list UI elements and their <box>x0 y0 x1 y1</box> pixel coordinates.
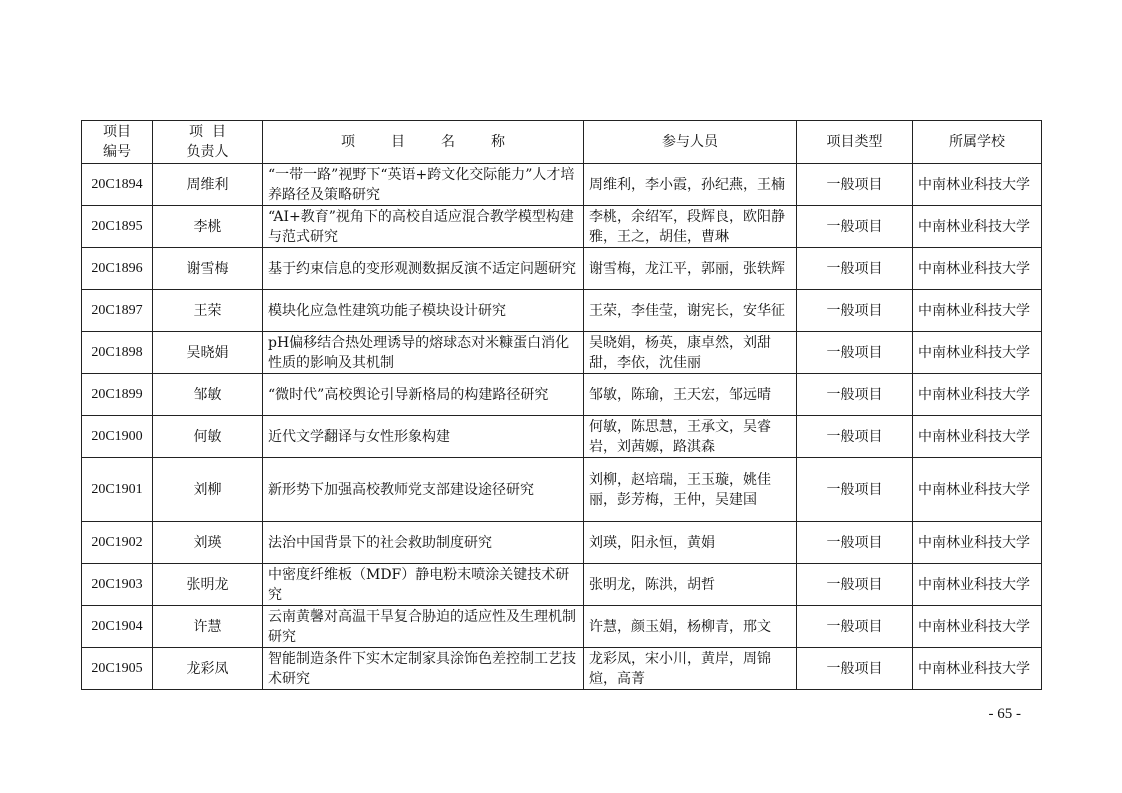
project-lead-cell: 刘瑛 <box>153 522 263 564</box>
project-type-cell: 一般项目 <box>797 648 913 690</box>
project-type-cell: 一般项目 <box>797 248 913 290</box>
school-cell: 中南林业科技大学 <box>913 522 1042 564</box>
project-id-cell: 20C1895 <box>82 206 153 248</box>
participants-cell: 邹敏，陈瑜，王天宏，邹远晴 <box>584 374 797 416</box>
project-type-cell: 一般项目 <box>797 564 913 606</box>
project-name-cell: “微时代”高校舆论引导新格局的构建路径研究 <box>263 374 584 416</box>
project-name-cell: 云南黄馨对高温干旱复合胁迫的适应性及生理机制研究 <box>263 606 584 648</box>
table-row <box>82 248 1042 290</box>
project-lead-cell: 张明龙 <box>153 564 263 606</box>
participants-cell: 王荣，李佳莹，谢宪长，安华征 <box>584 290 797 332</box>
project-type-cell: 一般项目 <box>797 374 913 416</box>
project-name-cell: 新形势下加强高校教师党支部建设途径研究 <box>263 458 584 522</box>
project-lead-cell: 许慧 <box>153 606 263 648</box>
school-cell: 中南林业科技大学 <box>913 206 1042 248</box>
table-row <box>82 458 1042 522</box>
participants-cell: 何敏，陈思慧，王承文，吴睿岩，刘茜嫄，路淇森 <box>584 416 797 458</box>
participants-cell: 龙彩凤，宋小川，黄岸，周锦煊，高菁 <box>584 648 797 690</box>
header-project-name-label: 项目名称 <box>341 134 541 150</box>
school-cell: 中南林业科技大学 <box>913 458 1042 522</box>
participants-cell: 许慧，颜玉娟，杨柳青，邢文 <box>584 606 797 648</box>
header-school: 所属学校 <box>913 121 1042 164</box>
project-name-cell: “一带一路”视野下“英语+跨文化交际能力”人才培养路径及策略研究 <box>263 164 584 206</box>
project-id-cell: 20C1902 <box>82 522 153 564</box>
table-row <box>82 606 1042 648</box>
project-type-cell: 一般项目 <box>797 458 913 522</box>
header-project-name <box>263 121 584 164</box>
project-name-cell: 基于约束信息的变形观测数据反演不适定问题研究 <box>263 248 584 290</box>
header-project-id-line1: 项目 <box>103 124 131 140</box>
project-type-cell: 一般项目 <box>797 416 913 458</box>
table-row <box>82 648 1042 690</box>
project-id-cell: 20C1901 <box>82 458 153 522</box>
project-name-cell: 模块化应急性建筑功能子模块设计研究 <box>263 290 584 332</box>
project-name-cell: 中密度纤维板（MDF）静电粉末喷涂关键技术研究 <box>263 564 584 606</box>
project-id-cell: 20C1898 <box>82 332 153 374</box>
table-row <box>82 522 1042 564</box>
project-type-cell: 一般项目 <box>797 606 913 648</box>
participants-cell: 周维利，李小霞，孙纪燕，王楠 <box>584 164 797 206</box>
school-cell: 中南林业科技大学 <box>913 290 1042 332</box>
project-name-cell: 近代文学翻译与女性形象构建 <box>263 416 584 458</box>
project-lead-cell: 谢雪梅 <box>153 248 263 290</box>
project-type-cell: 一般项目 <box>797 332 913 374</box>
participants-cell: 李桃，余绍军，段辉良，欧阳静雅，王之，胡佳，曹琳 <box>584 206 797 248</box>
table-row <box>82 290 1042 332</box>
header-project-lead-line1: 项 目 <box>189 124 226 140</box>
participants-cell: 吴晓娟，杨英，康卓然，刘甜甜，李依，沈佳丽 <box>584 332 797 374</box>
project-type-cell: 一般项目 <box>797 290 913 332</box>
project-name-cell: 智能制造条件下实木定制家具涂饰色差控制工艺技术研究 <box>263 648 584 690</box>
header-project-type: 项目类型 <box>797 121 913 164</box>
project-table <box>81 120 1042 690</box>
table-row <box>82 374 1042 416</box>
table-row <box>82 416 1042 458</box>
participants-cell: 刘瑛，阳永恒，黄娟 <box>584 522 797 564</box>
project-lead-cell: 邹敏 <box>153 374 263 416</box>
project-id-cell: 20C1905 <box>82 648 153 690</box>
project-lead-cell: 吴晓娟 <box>153 332 263 374</box>
table-row <box>82 164 1042 206</box>
project-name-cell: pH偏移结合热处理诱导的熔球态对米糠蛋白消化性质的影响及其机制 <box>263 332 584 374</box>
header-project-id-line2: 编号 <box>103 144 131 160</box>
project-id-cell: 20C1900 <box>82 416 153 458</box>
participants-cell: 刘柳，赵培瑞，王玉璇，姚佳丽，彭芳梅，王仲，吴建国 <box>584 458 797 522</box>
table-row <box>82 206 1042 248</box>
school-cell: 中南林业科技大学 <box>913 374 1042 416</box>
project-id-cell: 20C1894 <box>82 164 153 206</box>
project-lead-cell: 龙彩凤 <box>153 648 263 690</box>
project-type-cell: 一般项目 <box>797 206 913 248</box>
table-header-row <box>82 121 1042 164</box>
project-id-cell: 20C1903 <box>82 564 153 606</box>
project-lead-cell: 王荣 <box>153 290 263 332</box>
school-cell: 中南林业科技大学 <box>913 164 1042 206</box>
table-row <box>82 564 1042 606</box>
project-lead-cell: 何敏 <box>153 416 263 458</box>
school-cell: 中南林业科技大学 <box>913 332 1042 374</box>
header-project-lead-line2: 负责人 <box>186 144 229 160</box>
project-id-cell: 20C1897 <box>82 290 153 332</box>
school-cell: 中南林业科技大学 <box>913 416 1042 458</box>
project-type-cell: 一般项目 <box>797 164 913 206</box>
project-id-cell: 20C1899 <box>82 374 153 416</box>
project-lead-cell: 周维利 <box>153 164 263 206</box>
header-participants: 参与人员 <box>584 121 797 164</box>
school-cell: 中南林业科技大学 <box>913 248 1042 290</box>
project-id-cell: 20C1904 <box>82 606 153 648</box>
project-type-cell: 一般项目 <box>797 522 913 564</box>
table-row <box>82 332 1042 374</box>
participants-cell: 谢雪梅，龙江平，郭丽，张轶辉 <box>584 248 797 290</box>
project-name-cell: “AI+教育”视角下的高校自适应混合教学模型构建与范式研究 <box>263 206 584 248</box>
project-lead-cell: 刘柳 <box>153 458 263 522</box>
header-project-lead <box>153 121 263 164</box>
school-cell: 中南林业科技大学 <box>913 564 1042 606</box>
page-number: - 65 - <box>988 706 1021 722</box>
project-name-cell: 法治中国背景下的社会救助制度研究 <box>263 522 584 564</box>
school-cell: 中南林业科技大学 <box>913 648 1042 690</box>
participants-cell: 张明龙，陈洪，胡哲 <box>584 564 797 606</box>
project-id-cell: 20C1896 <box>82 248 153 290</box>
project-lead-cell: 李桃 <box>153 206 263 248</box>
school-cell: 中南林业科技大学 <box>913 606 1042 648</box>
header-project-id <box>82 121 153 164</box>
table-body <box>82 164 1042 690</box>
